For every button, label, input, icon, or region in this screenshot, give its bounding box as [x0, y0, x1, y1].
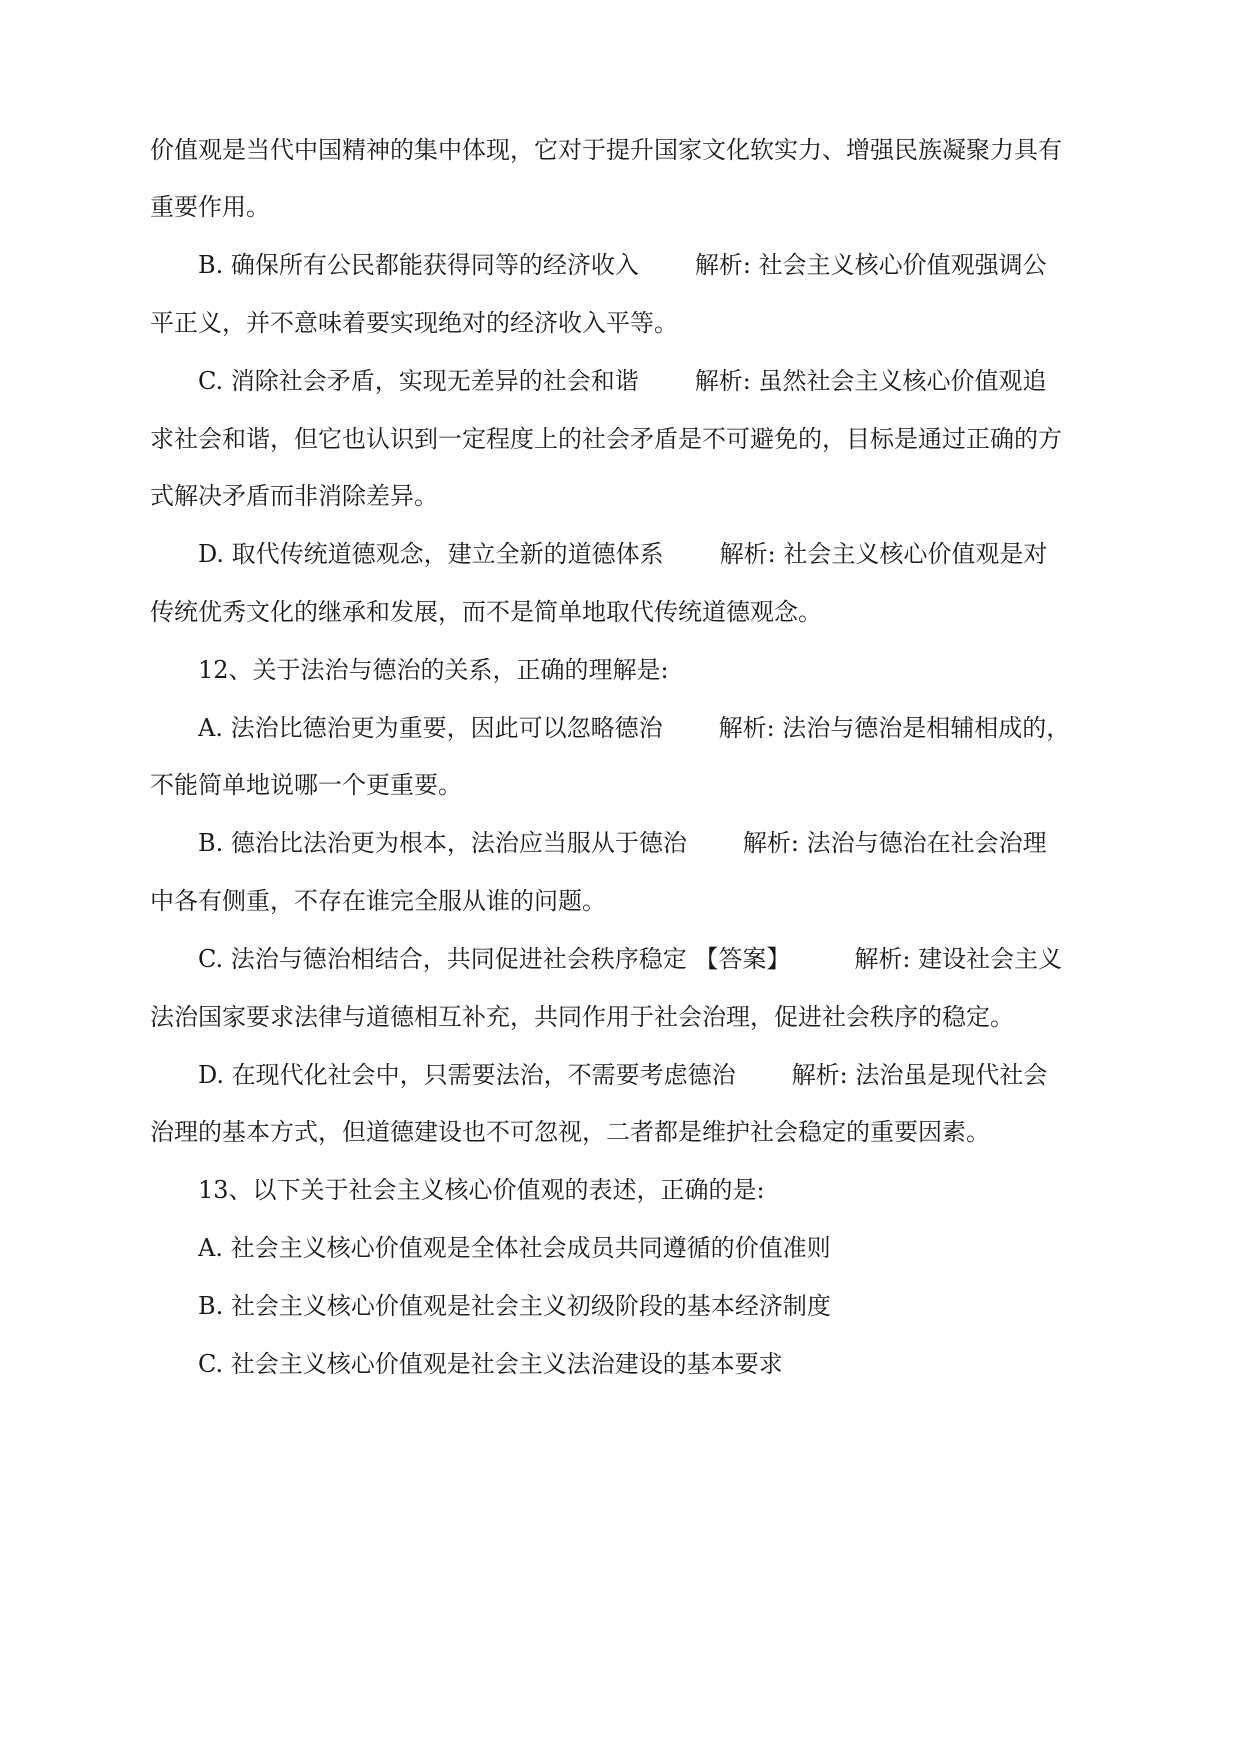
- option-b-line: [198, 1286, 1090, 1326]
- option-c-line: [198, 1344, 1090, 1384]
- paragraph-line: [150, 765, 1090, 805]
- paragraph-line: [150, 1112, 1090, 1152]
- text-run: 求社会和谐，但它也认识到一定程度上的社会矛盾是不可避免的，目标是通过正确的方: [150, 425, 1062, 453]
- paragraph-line: [150, 592, 1090, 632]
- analysis-text: 解析: 建设社会主义: [854, 945, 1063, 973]
- option-a-line: [198, 708, 1090, 748]
- paragraph-line: [150, 130, 1090, 170]
- option-c-answer-line: [198, 939, 1090, 979]
- option-c-line: [198, 361, 1090, 401]
- option-text: C. 法治与德治相结合，共同促进社会秩序稳定 【答案】: [198, 945, 791, 973]
- option-b-line: [198, 245, 1090, 285]
- analysis-text: 解析: 法治与德治是相辅相成的，: [718, 714, 1071, 742]
- option-text: B. 社会主义核心价值观是社会主义初级阶段的基本经济制度: [198, 1292, 831, 1320]
- question-13-stem: [198, 1170, 1090, 1210]
- text-run: 价值观是当代中国精神的集中体现，它对于提升国家文化软实力、增强民族凝聚力具有: [150, 136, 1062, 164]
- option-text: D. 取代传统道德观念，建立全新的道德体系: [198, 540, 664, 568]
- option-text: B. 德治比法治更为根本，法治应当服从于德治: [198, 829, 687, 857]
- text-run: 中各有侧重，不存在谁完全服从谁的问题。: [150, 887, 606, 915]
- paragraph-line: [150, 303, 1090, 343]
- paragraph-line: [150, 476, 1090, 516]
- option-text: C. 消除社会矛盾，实现无差异的社会和谐: [198, 367, 639, 395]
- option-text: B. 确保所有公民都能获得同等的经济收入: [198, 251, 639, 279]
- text-run: 平正义，并不意味着要实现绝对的经济收入平等。: [150, 309, 678, 337]
- paragraph-line: [150, 419, 1090, 459]
- option-a-line: [198, 1228, 1090, 1268]
- option-text: C. 社会主义核心价值观是社会主义法治建设的基本要求: [198, 1350, 783, 1378]
- question-text: 13、以下关于社会主义核心价值观的表述，正确的是:: [198, 1176, 765, 1204]
- analysis-text: 解析: 法治虽是现代社会: [791, 1061, 1048, 1089]
- text-run: 不能简单地说哪一个更重要。: [150, 771, 462, 799]
- question-text: 12、关于法治与德治的关系，正确的理解是:: [198, 656, 669, 684]
- paragraph-line: [150, 187, 1090, 227]
- option-text: A. 社会主义核心价值观是全体社会成员共同遵循的价值准则: [198, 1234, 831, 1262]
- paragraph-line: [150, 881, 1090, 921]
- text-run: 治理的基本方式，但道德建设也不可忽视，二者都是维护社会稳定的重要因素。: [150, 1118, 990, 1146]
- option-text: A. 法治比德治更为重要，因此可以忽略德治: [198, 714, 663, 742]
- analysis-text: 解析: 社会主义核心价值观强调公: [694, 251, 1047, 279]
- paragraph-line: [150, 997, 1090, 1037]
- analysis-text: 解析: 社会主义核心价值观是对: [719, 540, 1048, 568]
- analysis-text: 解析: 法治与德治在社会治理: [742, 829, 1047, 857]
- option-text: D. 在现代化社会中，只需要法治，不需要考虑德治: [198, 1061, 736, 1089]
- text-run: 传统优秀文化的继承和发展，而不是简单地取代传统道德观念。: [150, 598, 822, 626]
- analysis-text: 解析: 虽然社会主义核心价值观追: [694, 367, 1047, 395]
- option-b-line: [198, 823, 1090, 863]
- text-run: 式解决矛盾而非消除差异。: [150, 482, 438, 510]
- question-12-stem: [198, 650, 1090, 690]
- option-d-line: [198, 1055, 1090, 1095]
- text-run: 法治国家要求法律与道德相互补充，共同作用于社会治理，促进社会秩序的稳定。: [150, 1003, 1014, 1031]
- option-d-line: [198, 534, 1090, 574]
- text-run: 重要作用。: [150, 193, 270, 221]
